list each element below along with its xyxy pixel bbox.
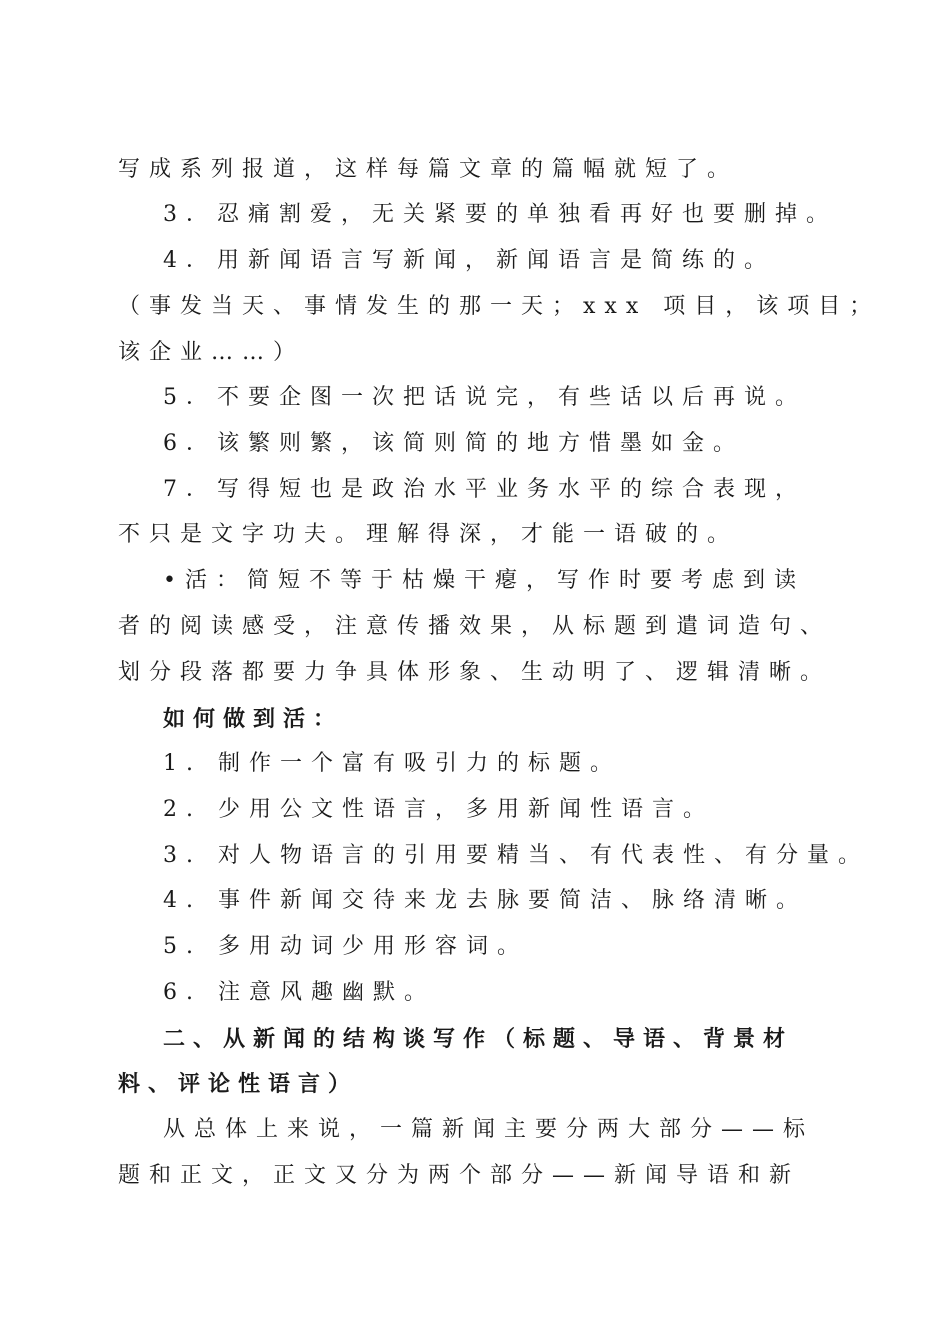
paragraph-line: 从总体上来说，一篇新闻主要分两大部分——标 [163, 1117, 815, 1142]
list-item: 3. 对人物语言的引用要精当、有代表性、有分量。 [163, 843, 869, 868]
text-line: 不只是文字功夫。理解得深，才能一语破的。 [118, 522, 739, 547]
list-item: 5．不要企图一次把话说完，有些话以后再说。 [163, 385, 806, 410]
list-item: 4. 事件新闻交待来龙去脉要简洁、脉络清晰。 [163, 888, 807, 913]
list-item: 1. 制作一个富有吸引力的标题。 [163, 751, 621, 776]
list-item: 4．用新闻语言写新闻，新闻语言是简练的。 [163, 248, 775, 273]
list-item: 5. 多用动词少用形容词。 [163, 934, 528, 959]
section-heading: 二、从新闻的结构谈写作（标题、导语、背景材 [163, 1026, 794, 1052]
section-heading-continued: 料、评论性语言） [118, 1071, 359, 1097]
text-line: （事发当天、事情发生的那一天；xxx 项目，该项目； [118, 294, 881, 319]
list-item: 7．写得短也是政治水平业务水平的综合表现， [163, 477, 806, 502]
subheading: 如何做到活： [163, 706, 344, 732]
bullet-paragraph: •活：简短不等于枯燥干瘪，写作时要考虑到读 [163, 568, 805, 593]
list-item: 6．该繁则繁，该简则简的地方惜墨如金。 [163, 431, 744, 456]
text-line: 者的阅读感受，注意传播效果，从标题到遣词造句、 [118, 614, 832, 639]
paragraph-line: 题和正文，正文又分为两个部分——新闻导语和新 [118, 1163, 801, 1188]
text-line: 划分段落都要力争具体形象、生动明了、逻辑清晰。 [118, 660, 832, 685]
list-item: 2. 少用公文性语言，多用新闻性语言。 [163, 797, 714, 822]
text-line: 该企业……） [118, 340, 305, 365]
list-item: 6. 注意风趣幽默。 [163, 980, 435, 1005]
text-line: 写成系列报道，这样每篇文章的篇幅就短了。 [118, 157, 739, 182]
list-item: 3．忍痛割爱，无关紧要的单独看再好也要删掉。 [163, 202, 837, 227]
